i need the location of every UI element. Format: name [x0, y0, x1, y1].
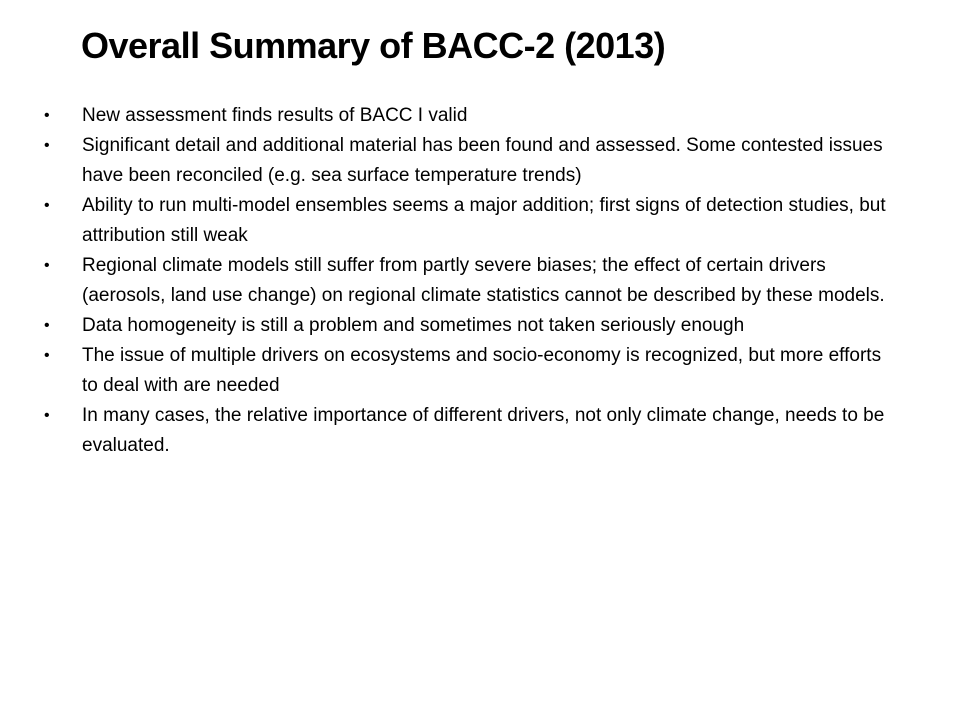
bullet-item: [44, 311, 924, 341]
bullet-point-icon: •: [44, 317, 50, 334]
bullet-item: [44, 401, 924, 461]
bullet-text: Data homogeneity is still a problem and sometimes not taken seriously enough: [82, 315, 745, 336]
bullet-item: [44, 251, 924, 311]
bullet-text: The issue of multiple drivers on ecosystems and socio-economy is recognized, but more efforts to deal with are needed: [82, 345, 882, 396]
bullet-item: [44, 341, 924, 401]
bullet-point-icon: •: [44, 407, 50, 424]
bullet-text: New assessment finds results of BACC I valid: [82, 105, 468, 126]
bullet-item: [44, 131, 924, 191]
bullet-text: Ability to run multi-model ensembles seems a major addition; first signs of detection studies, but attribution still weak: [82, 195, 886, 246]
bullet-item: [44, 101, 924, 131]
bullet-item: [44, 191, 924, 251]
bullet-point-icon: •: [44, 197, 50, 214]
bullet-text: Regional climate models still suffer from partly severe biases; the effect of certain drivers (aerosols, land use change) on regional climate statistics cannot be described by these models.: [82, 255, 885, 306]
bullet-text: In many cases, the relative importance of different drivers, not only climate change, needs to be evaluated.: [82, 405, 885, 456]
bullet-point-icon: •: [44, 347, 50, 364]
bullet-text: Significant detail and additional material has been found and assessed. Some contested issues have been reconciled (e.g. sea surface temperature trends): [82, 135, 883, 186]
bullet-list: [44, 101, 924, 461]
bullet-point-icon: •: [44, 257, 50, 274]
bullet-point-icon: •: [44, 107, 50, 124]
bullet-point-icon: •: [44, 137, 50, 154]
slide-title: Overall Summary of BACC-2 (2013): [81, 25, 666, 66]
